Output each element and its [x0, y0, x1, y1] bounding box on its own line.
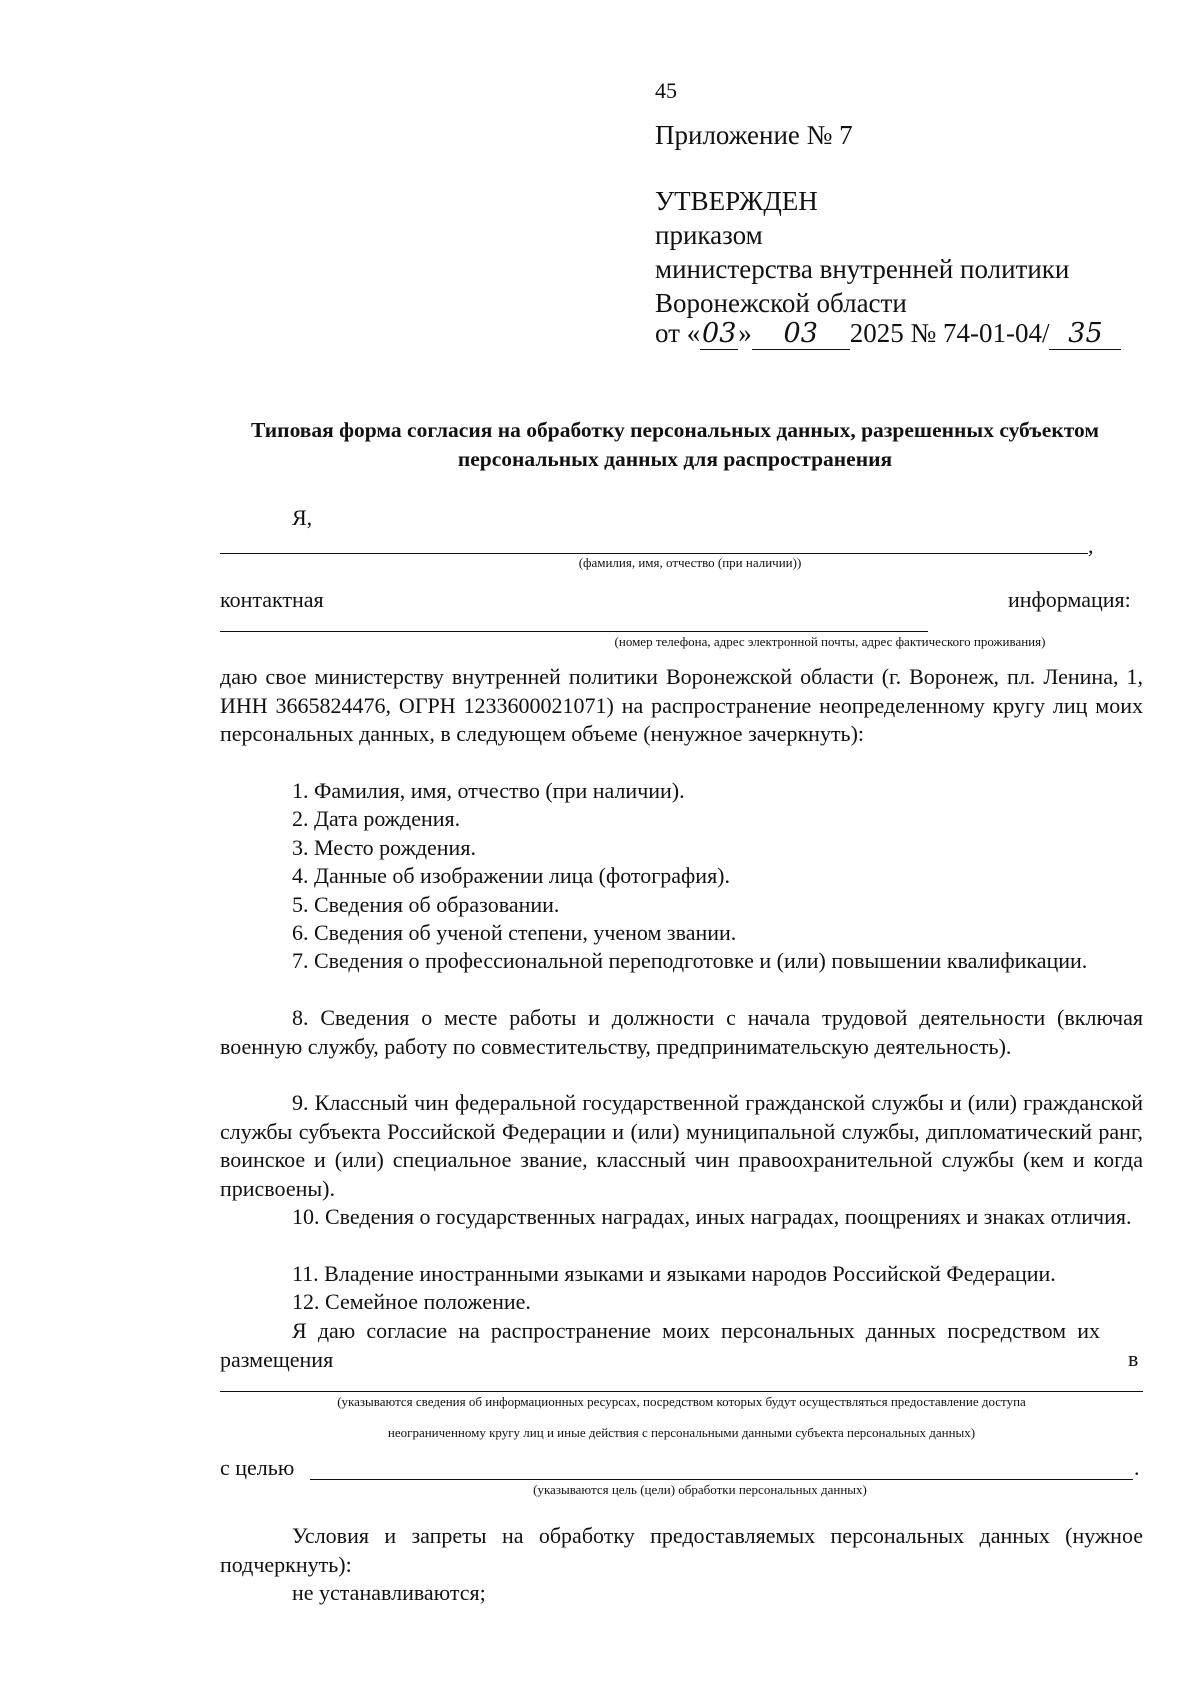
placement-in: в: [1128, 1346, 1139, 1371]
region-label: Воронежской области: [655, 288, 907, 318]
list-item: 9. Классный чин федеральной государственной гражданской службы и (или) гражданской службы субъекта Российской Федерации и (или) муниципальной службы, дипломатический ранг, воинское и (или) специальное звание, классный чин правоохранительной службы (кем и когда присвоены).: [220, 1090, 1143, 1201]
i-label: Я,: [292, 505, 313, 530]
date-day: 03: [702, 318, 737, 349]
name-caption: (фамилия, имя, отчество (при наличии)): [578, 555, 802, 570]
purpose-end: .: [1134, 1455, 1140, 1480]
list-item: 7. Сведения о профессиональной переподготовке и (или) повышении квалификации.: [292, 948, 1088, 973]
order-number: 35: [1068, 318, 1103, 349]
list-item: 8. Сведения о месте работы и должности с начала трудовой деятельности (включая военную службу, работу по совместительству, предпринимательскую деятельность).: [220, 1005, 1143, 1059]
approved-label: УТВЕРЖДЕН: [655, 186, 818, 216]
ministry-label: министерства внутренней политики: [655, 254, 1070, 284]
conditions-paragraph: Условия и запреты на обработку предоставляемых персональных данных (нужное подчеркнуть):: [220, 1523, 1143, 1577]
date-month-field: [752, 318, 850, 350]
contact-line: [220, 631, 928, 632]
list-item: 2. Дата рождения.: [292, 806, 461, 831]
by-order-label: приказом: [655, 220, 763, 250]
list-item: 11. Владение иностранными языками и языками народов Российской Федерации.: [292, 1261, 1056, 1286]
name-comma: ,: [1088, 533, 1094, 558]
purpose-label: с целью: [220, 1455, 295, 1480]
name-line: [220, 553, 1088, 554]
purpose-line: [310, 1479, 1133, 1480]
date-day-field: [700, 318, 738, 350]
purpose-caption: (указываются цель (цели) обработки персональных данных): [533, 1482, 867, 1497]
document-title: Типовая форма согласия на обработку персональных данных, разрешенных субъектом персональных данных для распространения: [250, 418, 1099, 471]
placement-paragraph: Я даю согласие на распространение моих персональных данных посредством их размещения: [220, 1318, 1100, 1372]
date-mid: »: [738, 318, 752, 348]
contact-label: контактная: [220, 587, 324, 612]
page-number: 45: [655, 78, 677, 103]
contact-caption: (номер телефона, адрес электронной почты, адрес фактического проживания): [614, 634, 1046, 649]
resources-line: [220, 1391, 1143, 1392]
list-item: 1. Фамилия, имя, отчество (при наличии).: [292, 778, 685, 803]
order-date-line: [655, 318, 1121, 350]
list-item: 4. Данные об изображении лица (фотография).: [292, 863, 731, 888]
list-item: 3. Место рождения.: [292, 835, 476, 860]
info-label: информация:: [1008, 587, 1131, 612]
list-item: 10. Сведения о государственных наградах, иных наградах, поощрениях и знаках отличия.: [292, 1204, 1132, 1229]
appendix-label: Приложение № 7: [655, 120, 853, 150]
resources-caption-1: (указываются сведения об информационных ресурсах, посредством которых будут осуществляться предоставление доступа: [337, 1394, 1026, 1409]
date-prefix: от «: [655, 318, 701, 348]
list-item: 12. Семейное положение.: [292, 1289, 531, 1314]
resources-caption-2: неограниченному кругу лиц и иные действия с персональными данными субъекта персональных данных): [387, 1425, 976, 1440]
consent-paragraph: даю свое министерству внутренней политики Воронежской области (г. Воронеж, пл. Ленина, 1, ИНН 3665824476, ОГРН 1233600021071) на распространение неопределенному кругу лиц моих персональных данных, в следующем объеме (ненужное зачеркнуть):: [220, 664, 1143, 746]
list-item: 5. Сведения об образовании.: [292, 892, 560, 917]
order-number-field: [1049, 318, 1121, 350]
date-year-number: 2025 № 74-01-04/: [849, 318, 1050, 348]
date-month: 03: [783, 318, 818, 349]
list-item: 6. Сведения об ученой степени, ученом звании.: [292, 920, 737, 945]
not-established-option: не устанавливаются;: [292, 1580, 486, 1605]
